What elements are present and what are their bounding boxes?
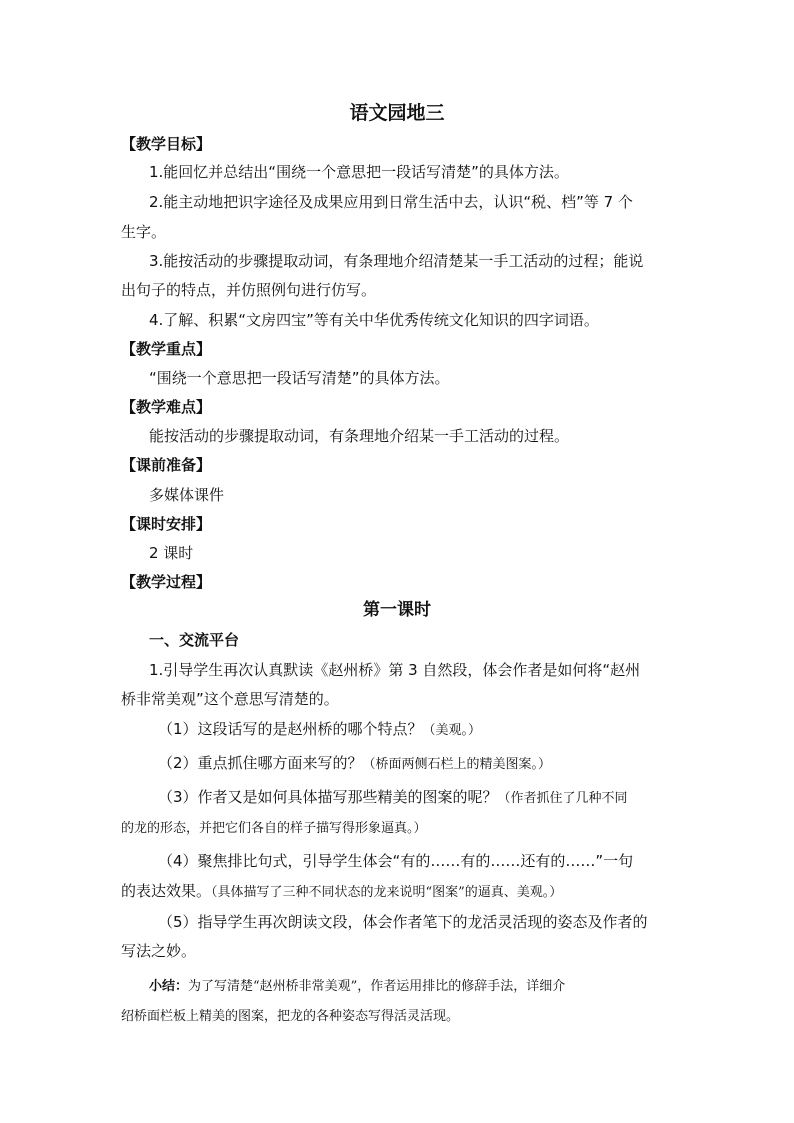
question-1-text: （1）这段话写的是赵州桥的哪个特点？ [158,720,423,738]
paragraph-1-line-1: 1.引导学生再次认真默读《赵州桥》第 3 自然段，体会作者是如何将“赵州 [149,661,641,679]
prep-text: 多媒体课件 [149,486,225,504]
answer-1: （美观。） [422,723,482,738]
lesson-title: 第一课时 [363,600,431,620]
summary-line-2: 绍桥面栏板上精美的图案，把龙的各种姿态写得活灵活现。 [121,1009,460,1024]
prep-heading: 【课前准备】 [121,456,212,474]
answer-3-part-2: 的龙的形态，并把它们各自的样子描写得形象逼真。） [121,821,427,836]
question-5-line-2: 写法之妙。 [121,942,197,960]
goal-1: 1.能回忆并总结出“围绕一个意思把一段话写清楚”的具体方法。 [149,163,569,181]
process-heading: 【教学过程】 [121,573,212,591]
focus-heading: 【教学重点】 [121,340,212,358]
question-4-line-1: （4）聚焦排比句式，引导学生体会“有的……有的……还有的……”一句 [158,852,634,870]
paragraph-1-line-2: 桥非常美观”这个意思写清楚的。 [121,690,339,708]
answer-4: （具体描写了三种不同状态的龙来说明“图案”的逼真、美观。） [211,885,563,900]
goals-heading: 【教学目标】 [121,135,212,153]
part-1-heading: 一、交流平台 [149,631,240,649]
summary-line-1 [149,974,565,998]
summary-label: 小结： [149,979,189,994]
schedule-text: 2 课时 [149,544,194,562]
document-title: 语文园地三 [349,102,445,124]
goal-2-line-1: 2.能主动地把识字途径及成果应用到日常生活中去，认识“税、档”等 7 个 [149,193,633,211]
answer-3-part-1: （作者抓住了几种不同 [497,791,628,806]
question-1 [158,718,481,742]
question-4-line-2 [121,880,562,904]
question-4-text: 的表达效果。 [121,882,212,900]
question-3-text: （3）作者又是如何具体描写那些精美的图案的呢？ [158,788,498,806]
goal-3-line-2: 出句子的特点，并仿照例句进行仿写。 [121,281,377,299]
difficulty-heading: 【教学难点】 [121,398,212,416]
summary-text-1: 为了写清楚“赵州桥非常美观”，作者运用排比的修辞手法，详细介 [188,979,566,994]
focus-text: “围绕一个意思把一段话写清楚”的具体方法。 [149,369,450,387]
question-2-text: （2）重点抓住哪方面来写的？ [158,754,363,772]
difficulty-text: 能按活动的步骤提取动词，有条理地介绍某一手工活动的过程。 [149,427,570,445]
question-3-line-1 [158,786,628,810]
schedule-heading: 【课时安排】 [121,515,212,533]
answer-2: （桥面两侧石栏上的精美图案。） [362,757,552,772]
goal-4: 4.了解、积累“文房四宝”等有关中华优秀传统文化知识的四字词语。 [149,311,599,329]
question-2 [158,752,551,776]
goal-3-line-1: 3.能按活动的步骤提取动词，有条理地介绍清楚某一手工活动的过程；能说 [149,252,644,270]
goal-2-line-2: 生字。 [121,223,167,241]
question-5-line-1: （5）指导学生再次朗读文段，体会作者笔下的龙活灵活现的姿态及作者的 [158,913,648,931]
